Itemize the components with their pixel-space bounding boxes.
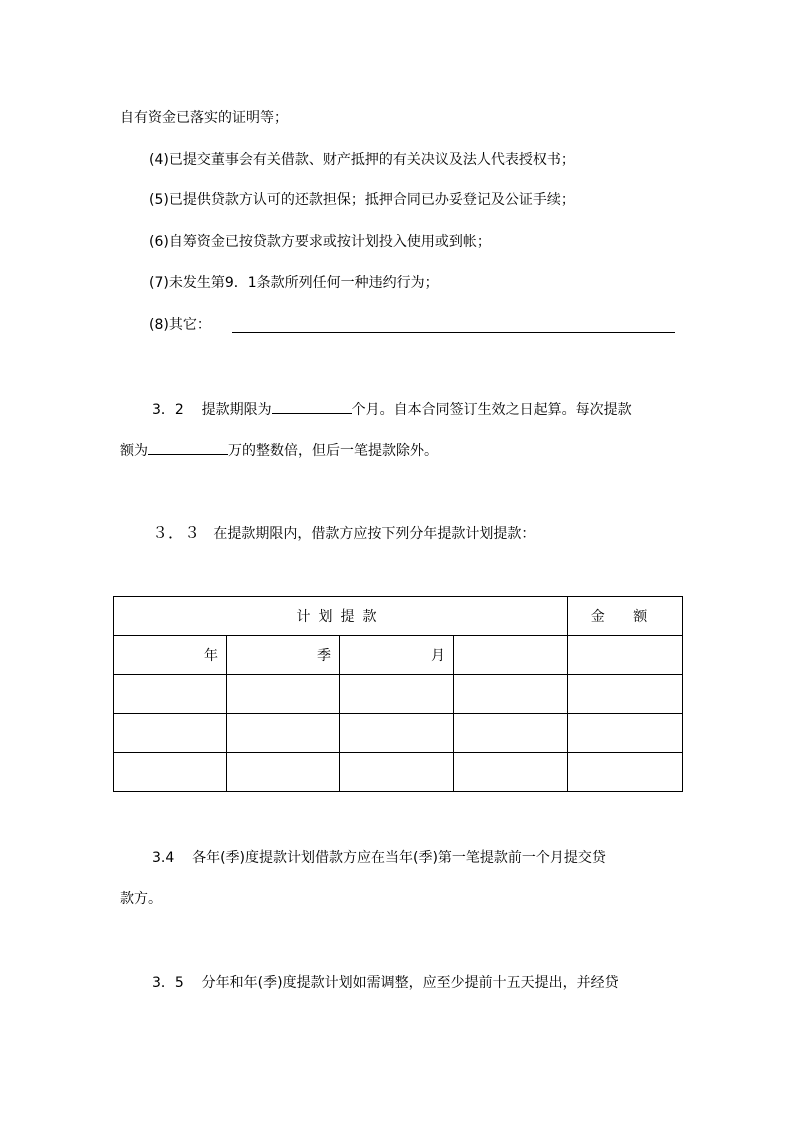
condition-item-7: (7)未发生第9．1条款所列任何一种违约行为； [149,275,439,291]
condition-item-8 [149,315,211,335]
condition-item-4: (4)已提交董事会有关借款、财产抵押的有关决议及法人代表授权书； [149,152,575,168]
clause-3-2-line-2 [120,440,438,461]
clause-3-3 [152,523,535,544]
table-cell[interactable] [340,714,454,753]
table-cell[interactable] [114,714,227,753]
clause-3-2-text-a: 提款期限为 [201,402,272,418]
months-fill-blank[interactable] [272,399,352,414]
table-cell[interactable] [568,714,683,753]
header-plan-cell: 计划提款 [114,597,568,636]
clause-3-2-text-c: 额为 [120,443,148,459]
clause-3-3-text: 在提款期限内，借款方应按下列分年提款计划提款： [213,526,536,542]
table-cell[interactable] [227,714,340,753]
table-row [114,753,683,792]
table-header-row [114,597,683,636]
condition-item-8-label: (8)其它： [149,317,211,333]
clause-3-2-line-1 [152,399,632,420]
table-cell[interactable] [454,714,568,753]
condition-item-5: (5)已提供贷款方认可的还款担保；抵押合同已办妥登记及公证手续； [149,192,575,208]
table-cell[interactable] [227,675,340,714]
table-cell[interactable] [568,753,683,792]
col-month-cell: 月 [340,636,454,675]
table-row [114,714,683,753]
table-cell[interactable] [454,753,568,792]
clause-3-5-number: 3．5 [152,975,184,991]
clause-3-4-line-2: 款方。 [120,891,162,907]
clause-3-2-text-d: 万的整数倍，但后一笔提款除外。 [228,443,438,459]
clause-3-4-number: 3.4 [152,850,175,866]
table-cell[interactable] [568,675,683,714]
table-row [114,675,683,714]
table-cell[interactable] [568,636,683,675]
table-cell[interactable] [340,675,454,714]
clause-3-5-line-1 [152,973,619,993]
header-amount-cell: 金 额 [568,597,683,636]
table-cell[interactable] [454,675,568,714]
table-subheader-row [114,636,683,675]
clause-3-5-text: 分年和年(季)度提款计划如需调整，应至少提前十五天提出，并经贷 [201,975,619,991]
amount-fill-blank[interactable] [148,440,228,455]
other-fill-blank[interactable] [232,332,675,333]
withdrawal-plan-table [113,596,683,792]
col-season-cell: 季 [227,636,340,675]
clause-3-3-number: ３．３ [152,523,201,542]
condition-item-6: (6)自筹资金已按贷款方要求或按计划投入使用或到帐； [149,234,491,250]
clause-3-4-line-1 [152,848,606,868]
table-cell[interactable] [454,636,568,675]
clause-3-2-number: 3．2 [152,402,184,418]
text-line-continuation: 自有资金已落实的证明等； [120,110,288,126]
table-cell[interactable] [227,753,340,792]
table-cell[interactable] [114,675,227,714]
table-cell[interactable] [114,753,227,792]
table-cell[interactable] [340,753,454,792]
clause-3-2-text-b: 个月。自本合同签订生效之日起算。每次提款 [351,402,632,418]
clause-3-4-text: 各年(季)度提款计划借款方应在当年(季)第一笔提款前一个月提交贷 [192,850,606,866]
col-year-cell: 年 [114,636,227,675]
